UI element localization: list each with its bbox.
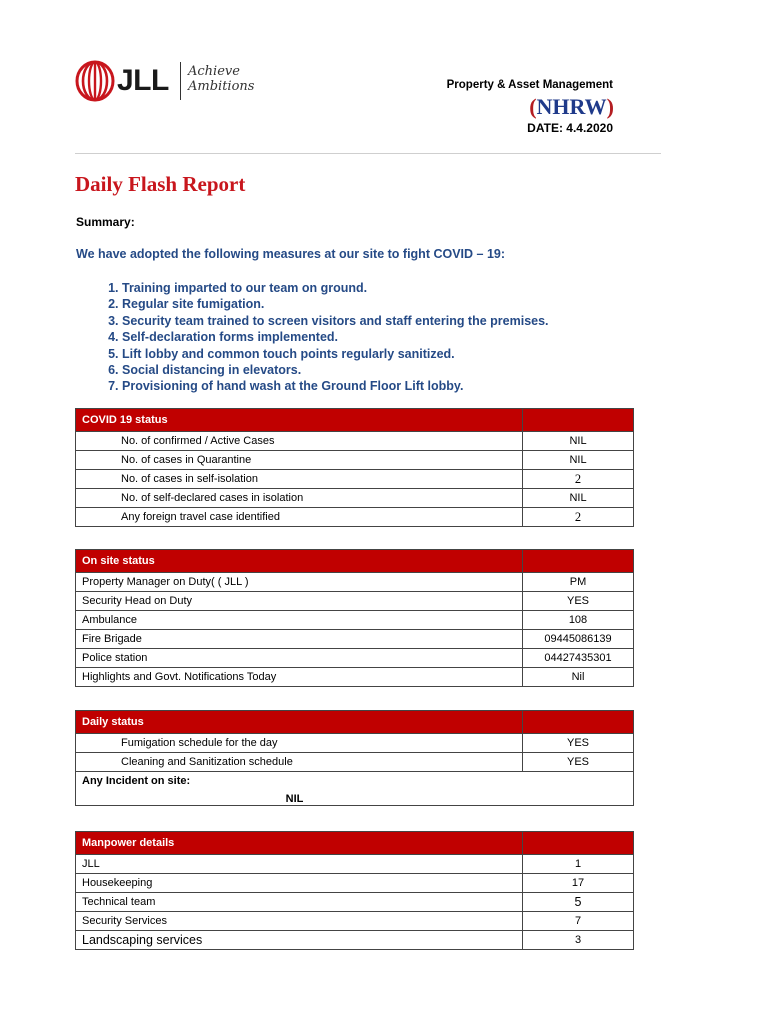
table-row [76,734,634,753]
site-code-close: ) [606,94,614,119]
table-row [76,893,634,912]
covid-status-table [75,408,634,527]
table-row [76,451,634,470]
list-item: 3. Security team trained to screen visitors and staff entering the premises. [122,313,549,329]
table-row [76,489,634,508]
row-label: Property Manager on Duty( ( JLL ) [76,573,523,592]
table-row [76,508,634,527]
table-row [76,630,634,649]
table-row [76,753,634,772]
row-value: YES [523,592,634,611]
site-code-open: ( [529,94,537,119]
row-value: 17 [523,874,634,893]
row-value: 3 [523,931,634,950]
site-code-value: NHRW [536,94,607,119]
manpower-table [75,831,634,950]
table-heading: Manpower details [76,832,523,855]
table-row [76,855,634,874]
row-label: No. of self-declared cases in isolation [76,489,523,508]
row-label: Security Head on Duty [76,592,523,611]
row-value: 108 [523,611,634,630]
table-heading-value [523,550,634,573]
department-label: Property & Asset Management [446,79,613,91]
row-label: Fire Brigade [76,630,523,649]
onsite-status-table [75,549,634,687]
tagline-line2: Ambitions [188,79,255,94]
row-label: No. of confirmed / Active Cases [76,432,523,451]
row-value: NIL [523,489,634,508]
summary-label: Summary: [76,215,135,229]
row-label: Technical team [76,893,523,912]
jll-logo-icon [75,60,115,102]
row-value: PM [523,573,634,592]
table-heading: Daily status [76,711,523,734]
row-value: NIL [523,432,634,451]
incident-value: NIL [285,793,304,805]
row-label: Cleaning and Sanitization schedule [76,753,523,772]
table-row [76,573,634,592]
tagline-line1: Achieve [188,64,240,79]
list-item: 7. Provisioning of hand wash at the Ground Floor Lift lobby. [122,378,549,394]
measures-list [80,280,549,395]
table-row [76,470,634,489]
row-label: Any foreign travel case identified [76,508,523,527]
table-row [76,912,634,931]
list-item: 2. Regular site fumigation. [122,296,549,312]
row-value: 2 [523,470,634,489]
row-value: 1 [523,855,634,874]
row-label: Police station [76,649,523,668]
daily-status-table [75,710,634,806]
row-label: Landscaping services [76,931,523,950]
row-value: 04427435301 [523,649,634,668]
incident-cell [76,772,634,806]
row-label: Ambulance [76,611,523,630]
table-heading-value [523,409,634,432]
table-heading-value [523,711,634,734]
row-value: 09445086139 [523,630,634,649]
row-label: Security Services [76,912,523,931]
table-heading-value [523,832,634,855]
table-row [76,668,634,687]
table-header-row [76,711,634,734]
row-label: No. of cases in self-isolation [76,470,523,489]
logo-text: JLL [117,64,169,97]
row-label: Fumigation schedule for the day [76,734,523,753]
logo-divider [180,62,181,100]
table-row [76,874,634,893]
header-divider [75,153,661,154]
logo-tagline [188,64,254,94]
list-item: 4. Self-declaration forms implemented. [122,329,549,345]
row-label: Housekeeping [76,874,523,893]
row-value: NIL [523,451,634,470]
site-code [529,94,614,120]
report-date: DATE: 4.4.2020 [527,121,613,135]
row-label: Highlights and Govt. Notifications Today [76,668,523,687]
summary-intro: We have adopted the following measures at our site to fight COVID – 19: [76,247,506,261]
page-title: Daily Flash Report [75,172,246,196]
row-value: 2 [523,508,634,527]
row-value: 7 [523,912,634,931]
table-heading: On site status [76,550,523,573]
table-header-row [76,409,634,432]
table-row [76,611,634,630]
jll-logo [75,60,275,104]
incident-label: Any Incident on site: [82,775,191,787]
row-value: 5 [523,893,634,912]
table-header-row [76,550,634,573]
list-item: 6. Social distancing in elevators. [122,362,549,378]
row-value: Nil [523,668,634,687]
table-row [76,592,634,611]
table-heading: COVID 19 status [76,409,523,432]
list-item: 1. Training imparted to our team on ground. [122,280,549,296]
row-value: YES [523,753,634,772]
row-label: No. of cases in Quarantine [76,451,523,470]
incident-row [76,772,634,806]
table-row [76,649,634,668]
row-label: JLL [76,855,523,874]
table-row [76,432,634,451]
table-header-row [76,832,634,855]
table-row [76,931,634,950]
row-value: YES [523,734,634,753]
list-item: 5. Lift lobby and common touch points regularly sanitized. [122,346,549,362]
